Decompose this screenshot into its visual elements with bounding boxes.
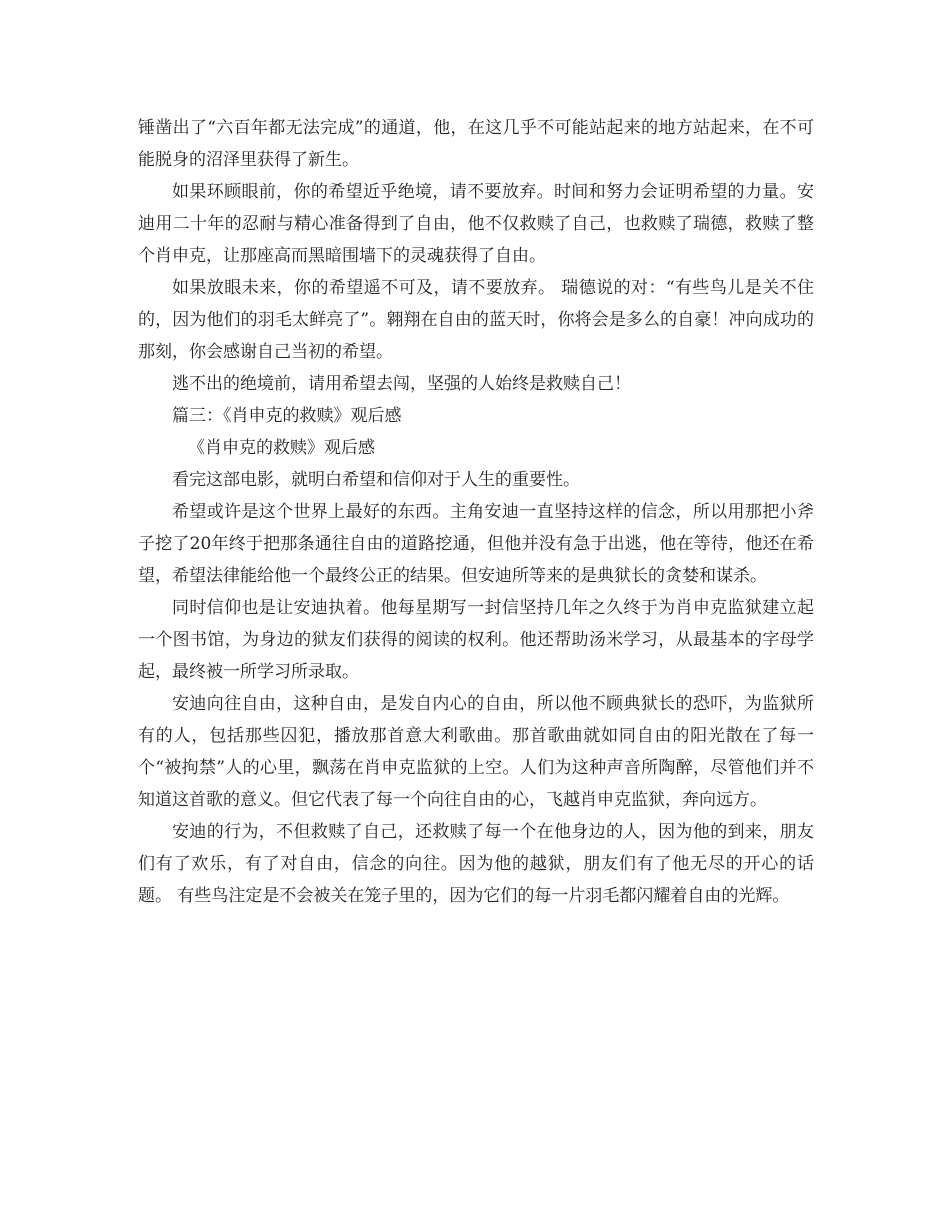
paragraph: 同时信仰也是让安迪执着。他每星期写一封信坚持几年之久终于为肖申克监狱建立起一个图书馆，为身边的狱友们获得的阅读的权利。他还帮助汤米学习，从最基本的字母学起，最终被一所学习所录取。 (138, 598, 814, 682)
section-heading: 篇三：《肖申克的救赎》观后感 (172, 406, 402, 426)
paragraph: 如果放眼未来，你的希望遥不可及，请不要放弃。 瑞德说的对：“有些鸟儿是关不住的，因为他们的羽毛太鲜亮了”。翱翔在自由的蓝天时，你将会是多么的自豪！冲向成功的那刻，你会感谢自己当初的希望。 (138, 278, 814, 362)
document-body (138, 112, 814, 912)
paragraph: 看完这部电影，就明白希望和信仰对于人生的重要性。 (172, 470, 580, 490)
paragraph-continued: 锤凿出了“六百年都无法完成”的通道，他，在这几乎不可能站起来的地方站起来，在不可能脱身的沼泽里获得了新生。 (138, 118, 814, 170)
paragraph: 如果环顾眼前，你的希望近乎绝境，请不要放弃。时间和努力会证明希望的力量。安迪用二十年的忍耐与精心准备得到了自由，他不仅救赎了自己，也救赎了瑞德，救赎了整个肖申克，让那座高而黑暗围墙下的灵魂获得了自由。 (138, 182, 814, 266)
section-subtitle: 《肖申克的救赎》观后感 (188, 438, 375, 458)
paragraph: 逃不出的绝境前，请用希望去闯，坚强的人始终是救赎自己！ (172, 374, 631, 394)
paragraph: 安迪向往自由，这种自由，是发自内心的自由，所以他不顾典狱长的恐吓，为监狱所有的人，包括那些囚犯，播放那首意大利歌曲。那首歌曲就如同自由的阳光散在了每一个“被拘禁”人的心里，飘荡在肖申克监狱的上空。人们为这种声音所陶醉，尽管他们并不知道这首歌的意义。但它代表了每一个向往自由的心，飞越肖申克监狱，奔向远方。 (138, 694, 814, 810)
paragraph: 希望或许是这个世界上最好的东西。主角安迪一直坚持这样的信念，所以用那把小斧子挖了20年终于把那条通往自由的道路挖通，但他并没有急于出逃，他在等待，他还在希望，希望法律能给他一个最终公正的结果。但安迪所等来的是典狱长的贪婪和谋杀。 (138, 502, 814, 586)
paragraph: 安迪的行为，不但救赎了自己，还救赎了每一个在他身边的人，因为他的到来，朋友们有了欢乐，有了对自由，信念的向往。因为他的越狱，朋友们有了他无尽的开心的话题。 有些鸟注定是不会被关在笼子里的，因为它们的每一片羽毛都闪耀着自由的光辉。 (138, 822, 814, 906)
